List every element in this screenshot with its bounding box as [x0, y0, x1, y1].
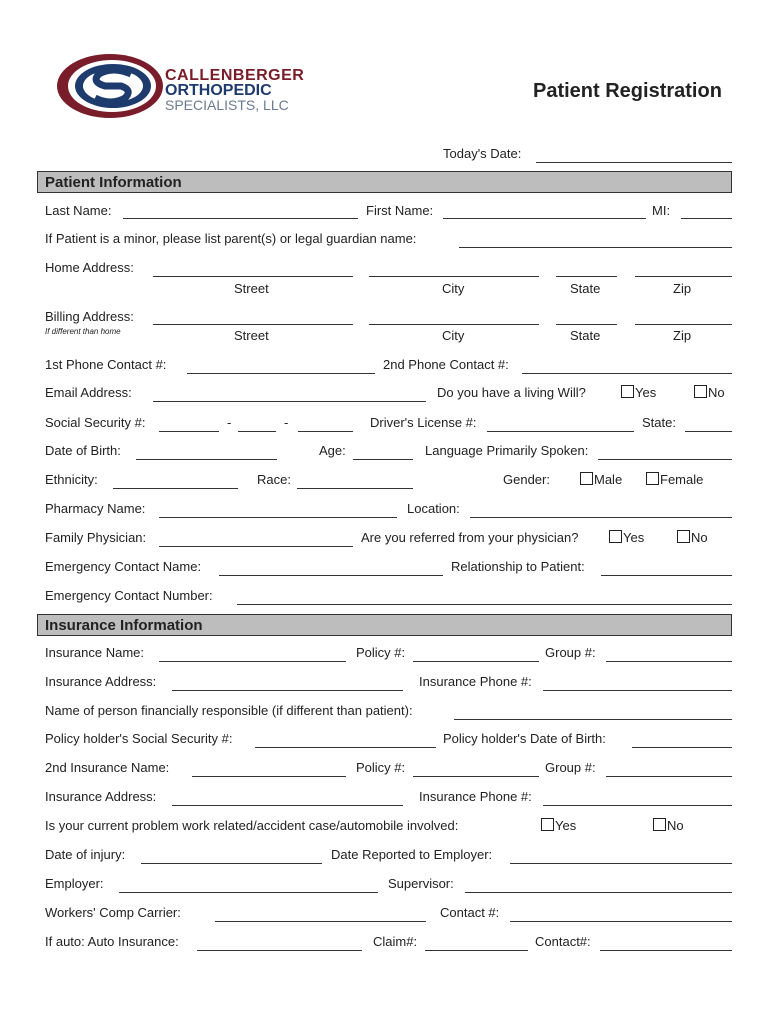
- policy-label: Policy #:: [356, 645, 406, 660]
- billing-address-label: Billing Address:: [45, 309, 134, 324]
- insurance-phone-field[interactable]: [543, 690, 732, 691]
- auto-insurance-label: If auto: Auto Insurance:: [45, 934, 179, 949]
- insurance-address-field[interactable]: [172, 690, 403, 691]
- emergency-number-field[interactable]: [237, 604, 732, 605]
- living-will-yes[interactable]: [621, 385, 656, 400]
- dl-state-field[interactable]: [685, 431, 732, 432]
- mi-label: MI:: [652, 203, 671, 218]
- home-address-label: Home Address:: [45, 260, 134, 275]
- email-label: Email Address:: [45, 385, 132, 400]
- ssn-dash-2: -: [284, 415, 289, 430]
- home-street-caption: Street: [234, 281, 269, 296]
- insurance-information-heading: Insurance Information: [37, 614, 732, 636]
- ssn-label: Social Security #:: [45, 415, 146, 430]
- second-insurance-phone-label: Insurance Phone #:: [419, 789, 532, 804]
- relationship-field[interactable]: [601, 575, 732, 576]
- living-will-yes-label: Yes: [635, 385, 657, 400]
- company-name-line2: ORTHOPEDIC: [165, 82, 272, 99]
- employer-label: Employer:: [45, 876, 104, 891]
- group-field[interactable]: [606, 661, 732, 662]
- company-name-line1: CALLENBERGER: [165, 67, 305, 84]
- language-label: Language Primarily Spoken:: [425, 443, 589, 458]
- second-group-label: Group #:: [545, 760, 596, 775]
- checkbox-icon[interactable]: [621, 385, 634, 398]
- second-insurance-field[interactable]: [192, 776, 346, 777]
- billing-street-field[interactable]: [153, 324, 353, 325]
- family-physician-field[interactable]: [159, 546, 353, 547]
- supervisor-field[interactable]: [465, 892, 732, 893]
- billing-zip-caption: Zip: [673, 328, 692, 343]
- holder-dob-label: Policy holder's Date of Birth:: [443, 731, 606, 746]
- dl-state-label: State:: [642, 415, 676, 430]
- gender-male[interactable]: [580, 472, 622, 487]
- gender-male-label: Male: [594, 472, 623, 487]
- claim-field[interactable]: [425, 950, 528, 951]
- referred-no-label: No: [691, 530, 708, 545]
- home-city-field[interactable]: [369, 276, 539, 277]
- work-related-yes[interactable]: [541, 818, 576, 833]
- home-state-caption: State: [570, 281, 601, 296]
- second-policy-field[interactable]: [413, 776, 539, 777]
- email-field[interactable]: [153, 401, 426, 402]
- holder-dob-field[interactable]: [632, 747, 732, 748]
- insurance-name-field[interactable]: [159, 661, 346, 662]
- contact2-field[interactable]: [600, 950, 732, 951]
- ssn-part1-field[interactable]: [159, 431, 219, 432]
- mi-field[interactable]: [681, 218, 732, 219]
- financially-responsible-label: Name of person financially responsible (if different than patient):: [45, 703, 413, 718]
- work-related-no-label: No: [667, 818, 684, 833]
- phone2-field[interactable]: [522, 373, 732, 374]
- billing-state-caption: State: [570, 328, 601, 343]
- contact-label: Contact #:: [440, 905, 500, 920]
- work-related-yes-label: Yes: [555, 818, 577, 833]
- auto-insurance-field[interactable]: [197, 950, 362, 951]
- claim-label: Claim#:: [373, 934, 418, 949]
- phone1-label: 1st Phone Contact #:: [45, 357, 167, 372]
- second-group-field[interactable]: [606, 776, 732, 777]
- contact2-label: Contact#:: [535, 934, 591, 949]
- home-street-field[interactable]: [153, 276, 353, 277]
- second-insurance-label: 2nd Insurance Name:: [45, 760, 170, 775]
- dob-label: Date of Birth:: [45, 443, 121, 458]
- referred-label: Are you referred from your physician?: [361, 530, 579, 545]
- guardian-field[interactable]: [459, 247, 732, 248]
- location-field[interactable]: [470, 517, 732, 518]
- insurance-phone-label: Insurance Phone #:: [419, 674, 532, 689]
- age-label: Age:: [319, 443, 346, 458]
- ssn-dash-1: -: [227, 415, 232, 430]
- home-state-field[interactable]: [556, 276, 617, 277]
- dob-field[interactable]: [136, 459, 277, 460]
- billing-state-field[interactable]: [556, 324, 617, 325]
- second-policy-label: Policy #:: [356, 760, 406, 775]
- insurance-name-label: Insurance Name:: [45, 645, 144, 660]
- home-zip-caption: Zip: [673, 281, 692, 296]
- emergency-name-label: Emergency Contact Name:: [45, 559, 202, 574]
- date-reported-label: Date Reported to Employer:: [331, 847, 493, 862]
- billing-zip-field[interactable]: [635, 324, 732, 325]
- phone2-label: 2nd Phone Contact #:: [383, 357, 509, 372]
- ethnicity-field[interactable]: [113, 488, 238, 489]
- pharmacy-label: Pharmacy Name:: [45, 501, 146, 516]
- checkbox-icon[interactable]: [580, 472, 593, 485]
- billing-city-caption: City: [442, 328, 465, 343]
- company-logo: [55, 52, 165, 120]
- policy-field[interactable]: [413, 661, 539, 662]
- billing-city-field[interactable]: [369, 324, 539, 325]
- todays-date-label: Today's Date:: [443, 146, 522, 161]
- contact-field[interactable]: [510, 921, 732, 922]
- referred-yes-label: Yes: [623, 530, 645, 545]
- referred-yes[interactable]: [609, 530, 644, 545]
- page-title: Patient Registration: [533, 80, 722, 102]
- ethnicity-label: Ethnicity:: [45, 472, 98, 487]
- checkbox-icon[interactable]: [609, 530, 622, 543]
- pharmacy-field[interactable]: [159, 517, 397, 518]
- first-name-label: First Name:: [366, 203, 434, 218]
- language-field[interactable]: [598, 459, 732, 460]
- patient-information-heading: Patient Information: [37, 171, 732, 193]
- phone1-field[interactable]: [187, 373, 375, 374]
- last-name-label: Last Name:: [45, 203, 112, 218]
- ssn-part2-field[interactable]: [238, 431, 276, 432]
- billing-address-note: If different than home: [45, 327, 121, 336]
- date-of-injury-field[interactable]: [141, 863, 322, 864]
- emergency-number-label: Emergency Contact Number:: [45, 588, 213, 603]
- financially-responsible-field[interactable]: [454, 719, 732, 720]
- gender-female-label: Female: [660, 472, 704, 487]
- gender-label: Gender:: [503, 472, 550, 487]
- referred-no[interactable]: [677, 530, 708, 545]
- logo-emblem-icon: [55, 52, 165, 120]
- todays-date-field[interactable]: [536, 162, 732, 163]
- checkbox-icon[interactable]: [694, 385, 707, 398]
- age-field[interactable]: [353, 459, 413, 460]
- checkbox-icon[interactable]: [677, 530, 690, 543]
- gender-female[interactable]: [646, 472, 703, 487]
- date-reported-field[interactable]: [510, 863, 732, 864]
- drivers-license-label: Driver's License #:: [370, 415, 477, 430]
- home-city-caption: City: [442, 281, 465, 296]
- checkbox-icon[interactable]: [653, 818, 666, 831]
- living-will-no[interactable]: [694, 385, 725, 400]
- checkbox-icon[interactable]: [646, 472, 659, 485]
- work-related-no[interactable]: [653, 818, 684, 833]
- holder-ssn-field[interactable]: [255, 747, 436, 748]
- relationship-label: Relationship to Patient:: [451, 559, 585, 574]
- drivers-license-field[interactable]: [487, 431, 634, 432]
- supervisor-label: Supervisor:: [388, 876, 454, 891]
- insurance-address-label: Insurance Address:: [45, 674, 157, 689]
- workers-comp-field[interactable]: [215, 921, 426, 922]
- home-zip-field[interactable]: [635, 276, 732, 277]
- second-insurance-address-field[interactable]: [172, 805, 403, 806]
- second-insurance-phone-field[interactable]: [543, 805, 732, 806]
- holder-ssn-label: Policy holder's Social Security #:: [45, 731, 233, 746]
- second-insurance-address-label: Insurance Address:: [45, 789, 157, 804]
- employer-field[interactable]: [119, 892, 378, 893]
- living-will-no-label: No: [708, 385, 725, 400]
- emergency-name-field[interactable]: [219, 575, 443, 576]
- race-label: Race:: [257, 472, 291, 487]
- date-of-injury-label: Date of injury:: [45, 847, 126, 862]
- workers-comp-label: Workers' Comp Carrier:: [45, 905, 181, 920]
- family-physician-label: Family Physician:: [45, 530, 147, 545]
- guardian-label: If Patient is a minor, please list parent(s) or legal guardian name:: [45, 231, 417, 246]
- location-label: Location:: [407, 501, 460, 516]
- group-label: Group #:: [545, 645, 596, 660]
- first-name-field[interactable]: [443, 218, 646, 219]
- last-name-field[interactable]: [123, 218, 358, 219]
- checkbox-icon[interactable]: [541, 818, 554, 831]
- living-will-label: Do you have a living Will?: [437, 385, 586, 400]
- company-name-line3: SPECIALISTS, LLC: [165, 97, 289, 113]
- race-field[interactable]: [297, 488, 413, 489]
- billing-street-caption: Street: [234, 328, 269, 343]
- work-related-label: Is your current problem work related/accident case/automobile involved:: [45, 818, 459, 833]
- ssn-part3-field[interactable]: [298, 431, 353, 432]
